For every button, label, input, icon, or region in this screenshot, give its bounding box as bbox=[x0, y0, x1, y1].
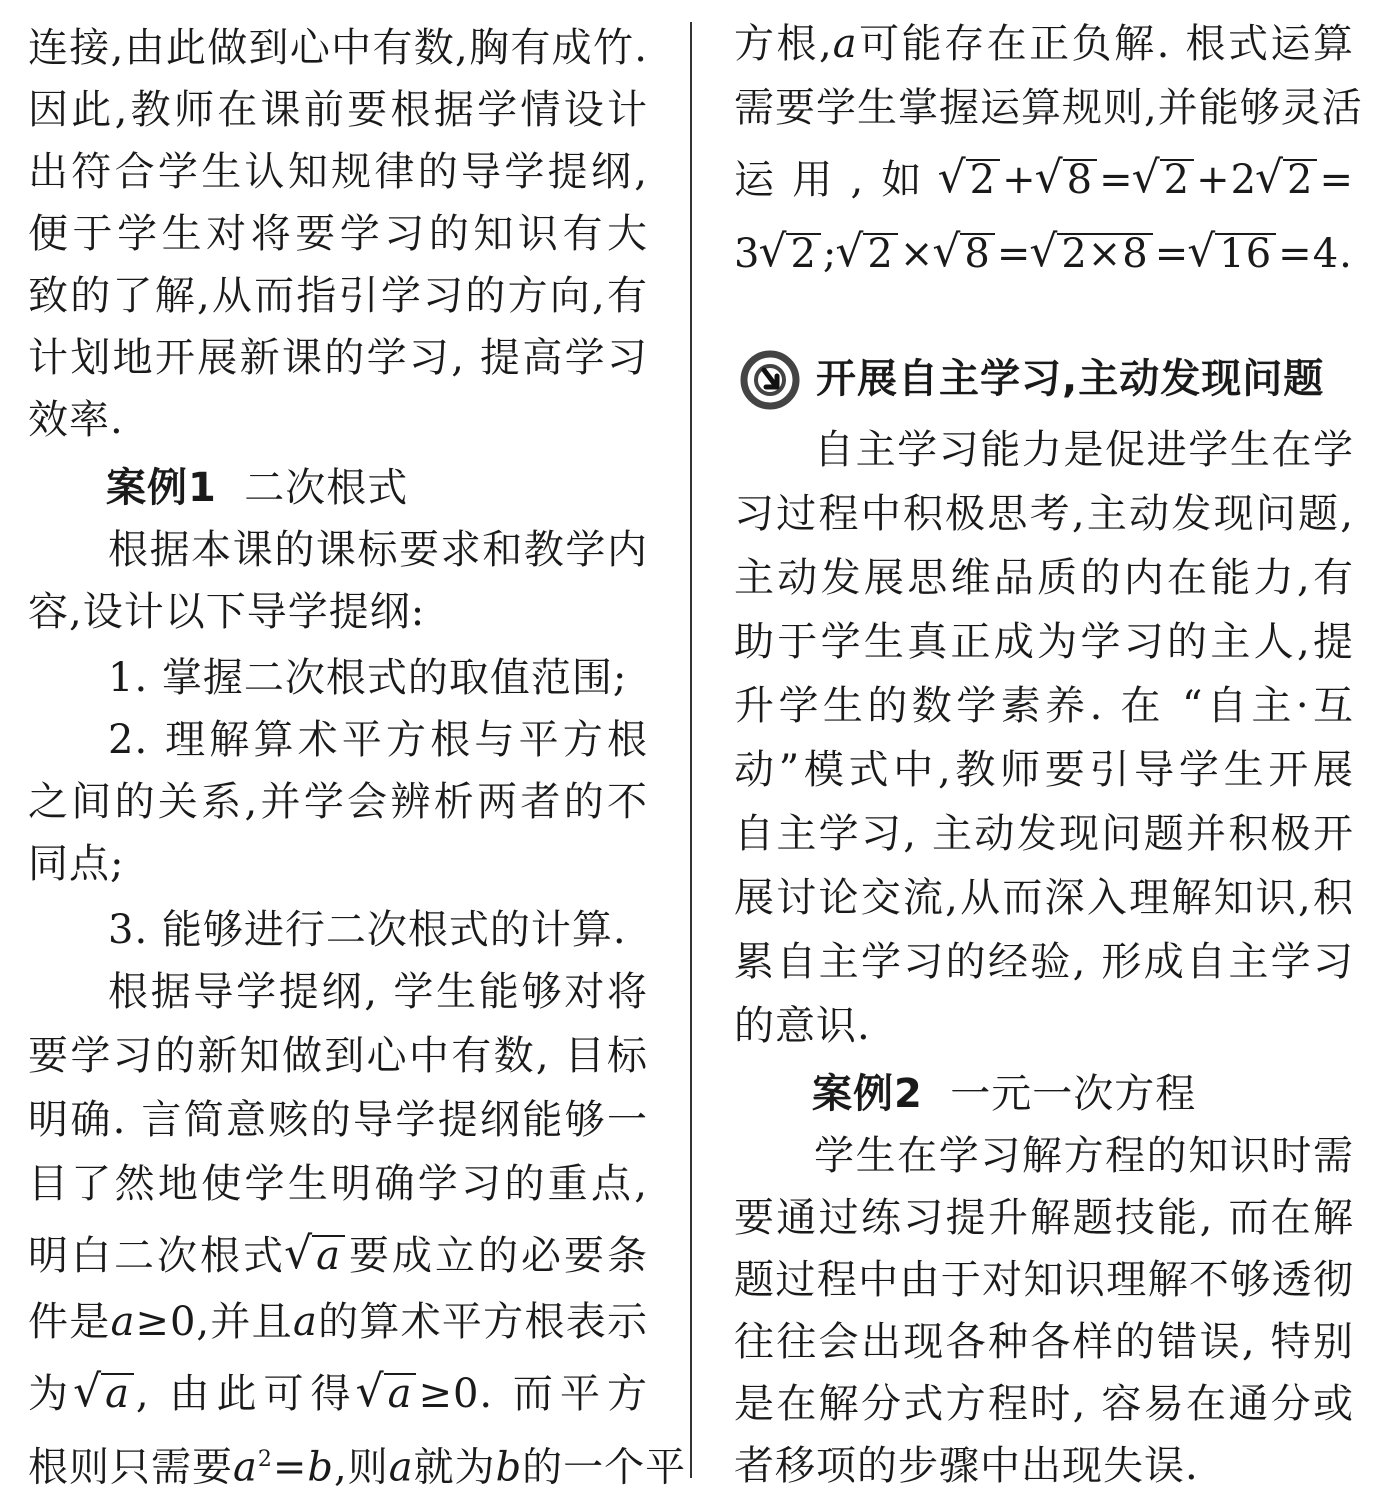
text-line: 展讨论交流,从而深入理解知识,积 bbox=[734, 875, 1354, 921]
variable: a bbox=[292, 1299, 318, 1345]
text-line: 自主学习能力是促进学生在学 bbox=[814, 427, 1354, 473]
text-segment: 的一个平 bbox=[522, 1444, 687, 1491]
text-line: 目了然地使学生明确学习的重点, bbox=[28, 1161, 648, 1207]
operator: × bbox=[899, 231, 935, 277]
radical: √ a bbox=[75, 1364, 134, 1424]
math-line bbox=[28, 1364, 648, 1424]
text-line: 明确. 言简意赅的导学提纲能够一 bbox=[28, 1097, 648, 1143]
text-line: 之间的关系,并学会辨析两者的不 bbox=[28, 779, 648, 825]
list-item: 3. 能够进行二次根式的计算. bbox=[108, 907, 627, 953]
column-divider bbox=[690, 22, 692, 1478]
text-line: 题过程中由于对知识理解不够透彻 bbox=[734, 1257, 1354, 1303]
variable: a bbox=[110, 1299, 136, 1345]
list-item: 2. 理解算术平方根与平方根 bbox=[108, 717, 648, 763]
radical: √ 2 bbox=[940, 150, 1000, 210]
operator: + bbox=[1002, 157, 1037, 203]
radical: √ 2 bbox=[1257, 150, 1317, 210]
case-title: 二次根式 bbox=[244, 465, 409, 511]
math-line bbox=[734, 224, 1354, 284]
operator: = bbox=[996, 231, 1032, 277]
text-segment: ≥0,并且 bbox=[135, 1299, 293, 1345]
text-line: 是在解分式方程时, 容易在通分或 bbox=[734, 1381, 1354, 1427]
text-line: 便于学生对将要学习的知识有大 bbox=[28, 211, 648, 257]
text-line: 动”模式中,教师要引导学生开展 bbox=[734, 747, 1354, 793]
text-line: 自主学习, 主动发现问题并积极开 bbox=[734, 811, 1354, 857]
text-line: 根据导学提纲, 学生能够对将 bbox=[108, 969, 648, 1015]
math-line bbox=[28, 1226, 648, 1286]
operator: +2 bbox=[1196, 157, 1258, 203]
text-segment: 就为 bbox=[413, 1444, 496, 1491]
section-arrow-icon bbox=[740, 350, 800, 410]
case-heading bbox=[734, 1064, 1354, 1124]
text-line bbox=[734, 14, 1354, 74]
radical: √ 16 bbox=[1189, 224, 1276, 284]
text-segment: 方根, bbox=[734, 21, 833, 67]
radical: √ a bbox=[286, 1226, 345, 1286]
text-line: 要学习的新知做到心中有数, 目标 bbox=[28, 1033, 648, 1079]
radical: √ 8 bbox=[1037, 150, 1097, 210]
text-segment: 件是 bbox=[28, 1299, 111, 1345]
text-line: 习过程中积极思考,主动发现问题, bbox=[734, 491, 1354, 537]
text-line: 容,设计以下导学提纲: bbox=[28, 589, 426, 635]
variable: a bbox=[832, 21, 858, 67]
text-line: 升学生的数学素养. 在 “自主·互 bbox=[734, 683, 1354, 729]
text-line: 者移项的步骤中出现失误. bbox=[734, 1443, 1199, 1489]
text-line: 效率. bbox=[28, 397, 124, 443]
text-line: 往往会出现各种各样的错误, 特别 bbox=[734, 1319, 1354, 1365]
case-title: 一元一次方程 bbox=[950, 1071, 1197, 1117]
text-line: 主动发展思维品质的内在能力,有 bbox=[734, 555, 1354, 601]
list-item: 1. 掌握二次根式的取值范围; bbox=[108, 655, 628, 701]
section-heading bbox=[734, 346, 1354, 412]
section-title: 开展自主学习,主动发现问题 bbox=[816, 356, 1325, 402]
case-label: 案例2 bbox=[812, 1071, 923, 1117]
text-segment: 明白二次根式 bbox=[28, 1233, 287, 1279]
text-line: 根据本课的课标要求和教学内 bbox=[108, 527, 648, 573]
text-segment: ,则 bbox=[333, 1444, 389, 1491]
radical: √ 2 bbox=[1134, 150, 1194, 210]
text-line: 连接,由此做到心中有数,胸有成竹. bbox=[28, 25, 648, 71]
text-line: 同点; bbox=[28, 841, 125, 887]
text-line: 致的了解,从而指引学习的方向,有 bbox=[28, 273, 648, 319]
text-line: 出符合学生认知规律的导学提纲, bbox=[28, 149, 648, 195]
radical: √ 2 bbox=[760, 224, 820, 284]
operator: = bbox=[1154, 231, 1190, 277]
radical: √ 8 bbox=[934, 224, 994, 284]
text-line: 因此,教师在课前要根据学情设计 bbox=[28, 87, 648, 133]
exponent: 2 bbox=[257, 1447, 273, 1472]
text-segment: , 由此可得 bbox=[135, 1371, 358, 1417]
text-segment: 的算术平方根表示 bbox=[317, 1299, 649, 1345]
radical: √ 2×8 bbox=[1031, 224, 1152, 284]
text-line: 要通过练习提升解题技能, 而在解 bbox=[734, 1195, 1354, 1241]
text-segment: 要成立的必要条 bbox=[346, 1233, 649, 1279]
variable: b bbox=[495, 1444, 523, 1491]
radical: √ 2 bbox=[837, 224, 897, 284]
text-line: 的意识. bbox=[734, 1003, 871, 1049]
operator: = bbox=[1099, 157, 1134, 203]
text-line: 需要学生掌握运算规则,并能够灵活 bbox=[734, 85, 1363, 131]
math-line bbox=[28, 1430, 687, 1491]
text-line: 累自主学习的经验, 形成自主学习 bbox=[734, 939, 1354, 985]
case-heading bbox=[28, 458, 648, 518]
text-segment: 可能存在正负解. 根式运算 bbox=[857, 21, 1354, 67]
text-line: 助于学生真正成为学习的主人,提 bbox=[734, 619, 1354, 665]
text-segment: 3 bbox=[734, 231, 761, 277]
text-segment: 为 bbox=[28, 1371, 76, 1417]
case-label: 案例1 bbox=[106, 465, 217, 511]
variable: a bbox=[388, 1444, 414, 1491]
text-line: 计划地开展新课的学习, 提高学习 bbox=[28, 335, 648, 381]
radical: √ a bbox=[358, 1364, 417, 1424]
variable: b bbox=[307, 1444, 334, 1491]
math-line bbox=[28, 1292, 648, 1352]
text-line: 学生在学习解方程的知识时需 bbox=[814, 1133, 1354, 1179]
text-segment: 根则只需要 bbox=[28, 1444, 233, 1491]
text-segment: ≥0. 而平方 bbox=[418, 1371, 649, 1417]
variable: a bbox=[233, 1444, 258, 1491]
operator: = bbox=[1319, 157, 1354, 203]
text-segment: = bbox=[272, 1444, 308, 1491]
text-segment: 运用,如 bbox=[734, 157, 940, 203]
math-line bbox=[734, 150, 1354, 210]
operator: ; bbox=[822, 231, 838, 277]
operator: =4. bbox=[1278, 231, 1353, 277]
